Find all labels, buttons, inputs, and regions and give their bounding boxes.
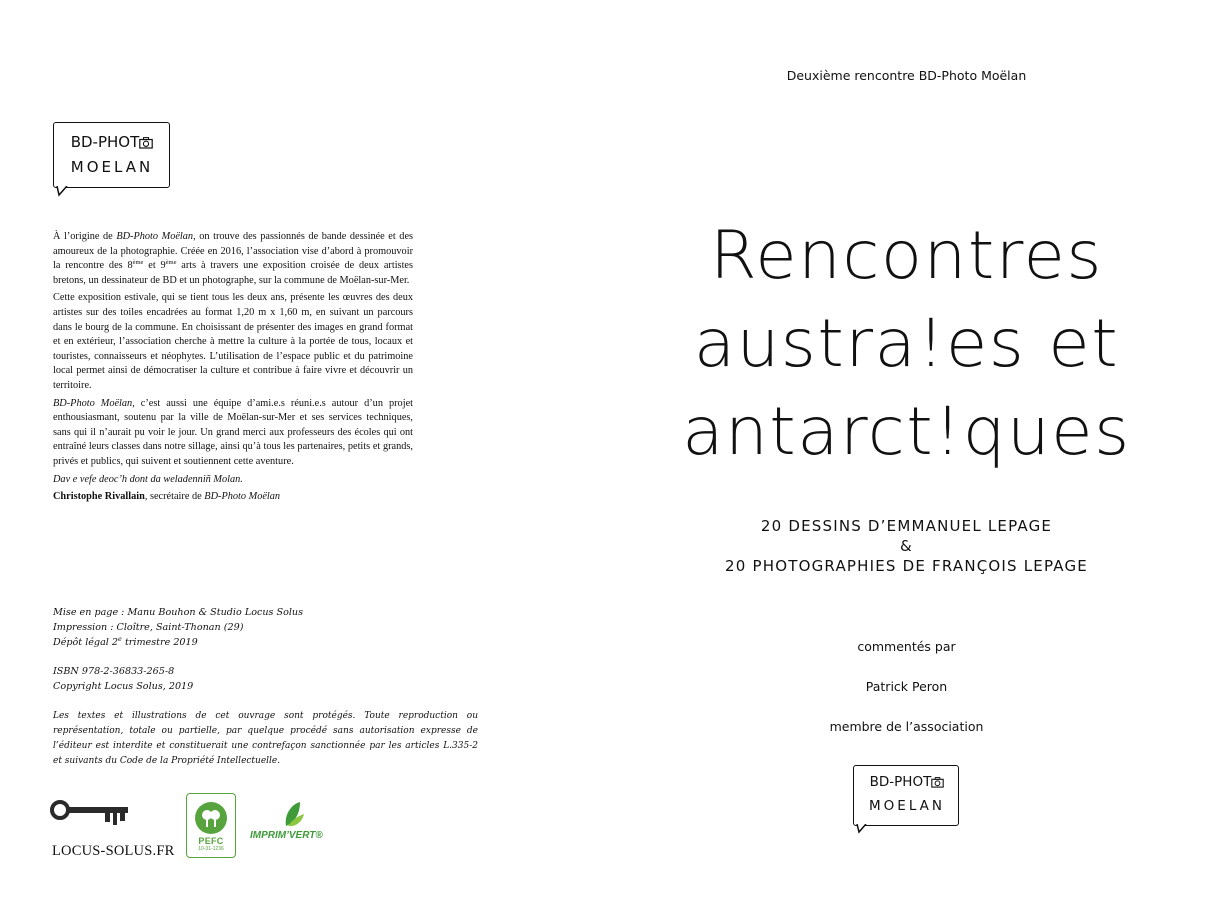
key-icon: [50, 796, 132, 830]
exhibition-paragraph: Cette exposition estivale, qui se tient tous les deux ans, présente les œuvres des deux artistes sur des toiles encadrées au format 1,20 m x 1,60 m, en suivant un parcours dans le bourg de la commune. En choisissant de présenter des images en grand format et en extérieur, l’association cherche à mettre la culture à la portée de tous, locaux et touristes, connaisseurs et néophytes. L’utilisation de l’espace public et du patrimoine local permet ainsi de démocratiser la culture et contribue à faire vivre et découvrir un territoire.: [53, 292, 413, 391]
author-role: membre de l’association: [829, 719, 984, 734]
speech-bubble-tail-icon: [56, 186, 70, 197]
title-line-1: Rencontres: [709, 217, 1104, 294]
text-run: , c’est aussi une équipe d’ami.e.s réuni.e.s autour d’un projet enthousiasmant, soutenu par la ville de Moëlan-sur-Mer et ses services techniques, sans qui il n’aurait pu voir le jour. Un grand merci aux professeurs des écoles qui ont entraîné leurs classes dans notre sillage, ainsi qu’à tous les partenaires, petits et grands, privés et publics, qui suivent et soutiennent cette aventure.: [53, 397, 413, 467]
legal-deposit: [53, 635, 483, 650]
pefc-label: PEFC: [198, 836, 224, 846]
breton-line: [53, 473, 413, 488]
isbn: ISBN 978-2-36833-265-8: [53, 666, 175, 677]
bd-photo-logo-small: [853, 765, 961, 835]
copyright: Copyright Locus Solus, 2019: [53, 681, 194, 692]
breton-text: Dav e vefe deoc’h dont da weladenniñ Molan.: [53, 473, 243, 485]
signature-name: Christophe Rivallain: [53, 491, 145, 503]
logo-line1: BD-PHOT: [869, 774, 932, 790]
publisher-website: LOCUS-SOLUS.FR: [52, 843, 175, 859]
print-credit: Impression : Cloître, Saint-Thonan (29): [53, 622, 244, 633]
isbn-block: [53, 664, 483, 694]
logo-line2: MOELAN: [70, 158, 154, 176]
subtitle-line-2: 20 PHOTOGRAPHIES DE FRANÇOIS LEPAGE: [725, 557, 1088, 575]
bd-photo-logo: [53, 122, 171, 198]
author-name: Patrick Peron: [865, 679, 948, 694]
logo-line2: MOELAN: [869, 798, 945, 814]
layout-credit: Mise en page : Manu Bouhon & Studio Locus Solus: [53, 607, 304, 618]
org-name: BD-Photo Moëlan: [116, 231, 194, 242]
text-run: À l’origine de: [53, 231, 117, 242]
book-title: [598, 212, 1209, 476]
pefc-logo: [186, 793, 236, 858]
imprimvert-label: IMPRIM’VERT®: [250, 830, 323, 841]
speech-bubble-tail-icon: [856, 824, 869, 834]
logo-line1: BD-PHOT: [70, 133, 140, 151]
pefc-tree-icon: [195, 802, 227, 834]
book-subtitle: [604, 516, 1209, 576]
left-page: [0, 0, 604, 907]
superscript: ème: [165, 259, 177, 267]
imprimvert-logo: [250, 800, 345, 850]
superscript: ème: [132, 259, 144, 267]
camera-icon: [139, 137, 153, 149]
credits-block: [53, 605, 483, 650]
text-run: arts à travers une exposition croisée de deux artistes bretons, un dessinateur de BD et un photographe, sur la commune de Moëlan-sur-Mer.: [53, 260, 414, 286]
org-name: BD-Photo Moëlan: [53, 397, 133, 409]
commented-by: commentés par: [857, 639, 956, 654]
right-page: [604, 0, 1209, 907]
title-line-2: austra!es et: [693, 305, 1120, 382]
superscript: e: [118, 635, 122, 643]
text-run: , on trouve des passionnés de bande dessinée et des amoureux de la photographie. Créée en 2016, l’association vise d’abord à promouvoir la rencontre des 8: [53, 231, 414, 272]
camera-icon: [931, 777, 944, 788]
text-run: trimestre 2019: [121, 637, 198, 648]
team-paragraph: [53, 397, 413, 470]
page-header: Deuxième rencontre BD-Photo Moëlan: [786, 68, 1027, 83]
signature-role: , secrétaire de: [144, 491, 205, 503]
title-line-3: antarct!ques: [682, 393, 1131, 470]
org-name: BD-Photo Moëlan: [204, 491, 281, 503]
association-text: [53, 230, 413, 508]
text-run: et 9: [143, 260, 166, 272]
signature: [53, 490, 413, 505]
imprimvert-leaf-icon: [278, 800, 318, 830]
legal-notice: Les textes et illustrations de cet ouvrage sont protégés. Toute reproduction ou représentation, totale ou partielle, par quelque procédé sans autorisation expresse de l’éditeur est interdite et constituerait une contrefaçon sanctionnée par les articles L.335-2 et suivants du Code de la Propriété Intellectuelle.: [53, 711, 478, 766]
intro-paragraph: [53, 230, 413, 288]
text-run: Dépôt légal 2: [53, 637, 119, 648]
subtitle-ampersand: &: [900, 537, 913, 555]
subtitle-line-1: 20 DESSINS D’EMMANUEL LEPAGE: [760, 517, 1053, 535]
pefc-number: 10-31-1236: [198, 846, 224, 852]
